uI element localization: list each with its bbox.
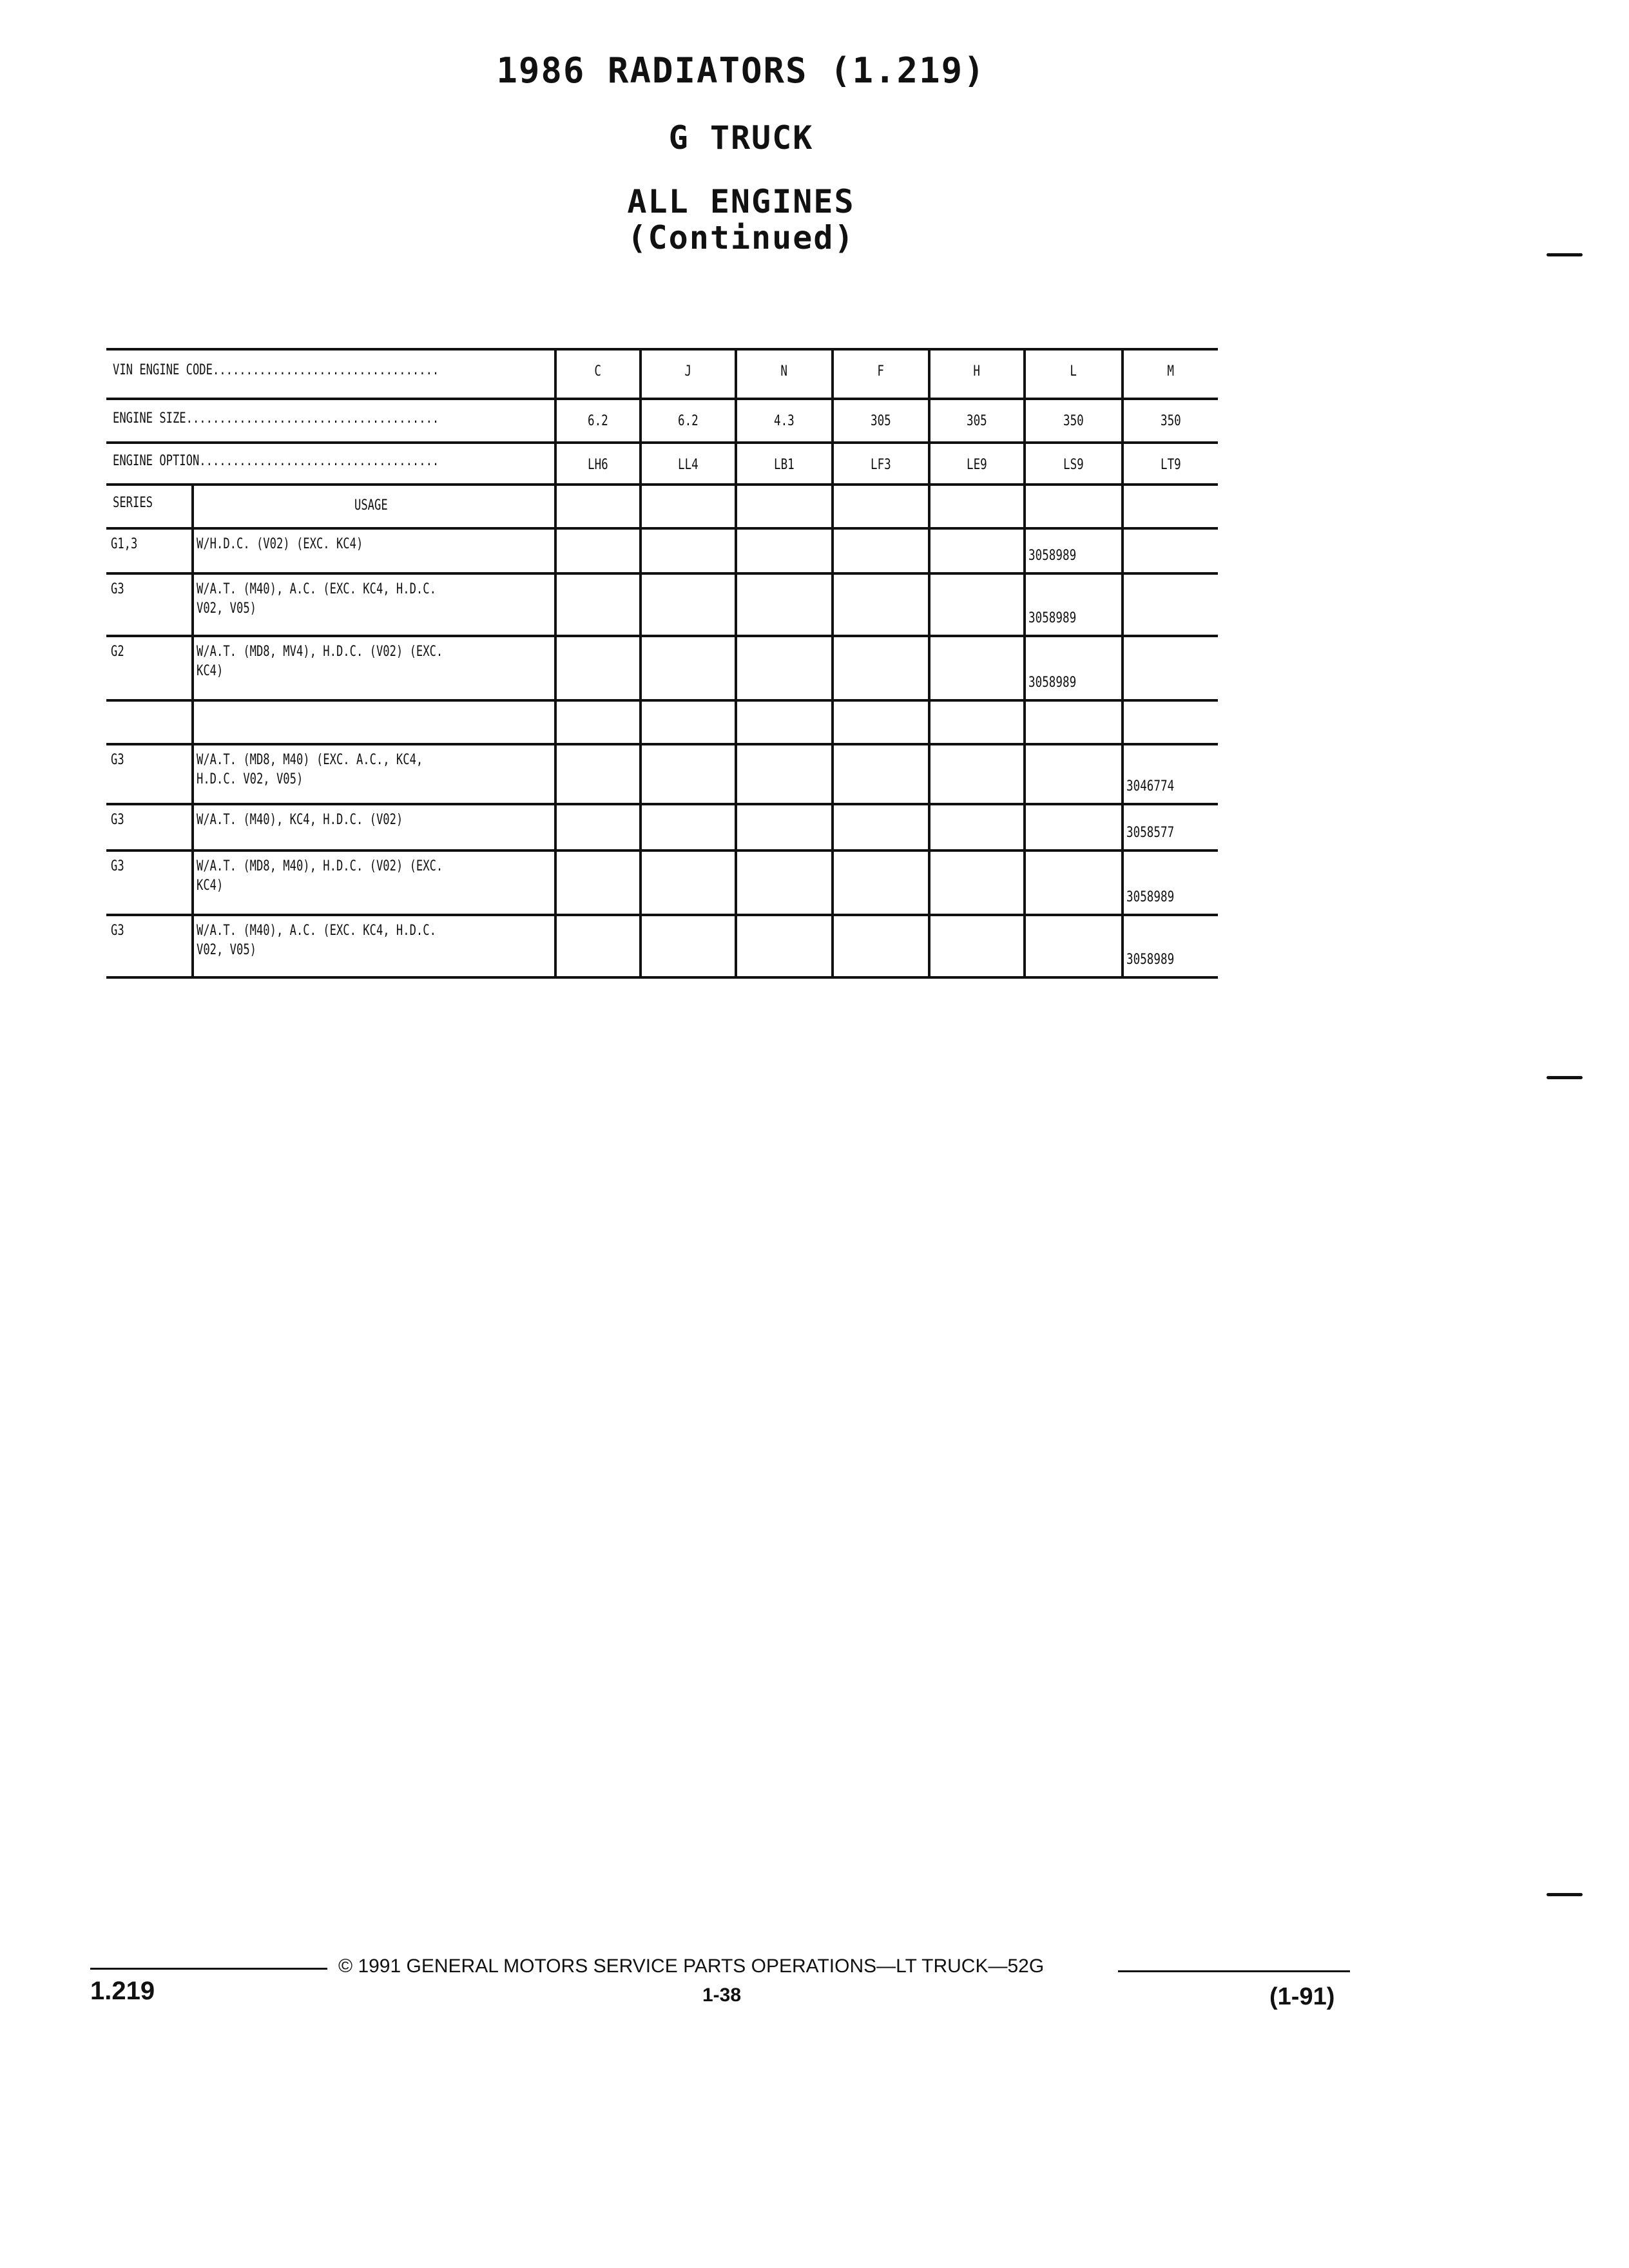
column-option-value: LH6 xyxy=(588,457,608,473)
part-number-M: 3058989 xyxy=(1126,889,1175,905)
table-rule xyxy=(106,635,1218,637)
usage-header: USAGE xyxy=(354,497,388,514)
usage-cell-line1: W/A.T. (MD8, MV4), H.D.C. (V02) (EXC. xyxy=(197,644,443,660)
usage-cell-line2: V02, V05) xyxy=(197,942,256,958)
margin-mark-top xyxy=(1547,253,1583,256)
footer-section-number: 1.219 xyxy=(90,1977,155,2005)
column-size xyxy=(642,412,735,431)
column-size xyxy=(1026,412,1121,431)
column-code xyxy=(1026,362,1121,381)
column-size-value: 4.3 xyxy=(774,413,795,429)
column-size xyxy=(1124,412,1218,431)
table-rule xyxy=(106,527,1218,530)
column-code-value: M xyxy=(1167,363,1175,380)
usage-cell-line1: W/H.D.C. (V02) (EXC. KC4) xyxy=(197,536,363,552)
footer-page-number: 1-38 xyxy=(702,1984,742,2006)
column-code xyxy=(930,362,1023,381)
column-option xyxy=(834,456,928,475)
series-cell: G1,3 xyxy=(111,536,138,552)
column-option-value: LB1 xyxy=(774,457,795,473)
section-title: ALL ENGINES xyxy=(627,183,855,220)
column-divider xyxy=(735,348,737,979)
page-title: 1986 RADIATORS (1.219) xyxy=(496,50,986,91)
footer-rule-right xyxy=(1118,1970,1350,1972)
series-header: SERIES xyxy=(113,495,153,511)
table-rule xyxy=(106,441,1218,444)
column-code xyxy=(737,362,831,381)
section-note: (Continued) xyxy=(627,219,855,256)
column-code-value: N xyxy=(780,363,788,380)
column-option xyxy=(642,456,735,475)
footer-date: (1-91) xyxy=(1269,1983,1335,2010)
column-divider xyxy=(1023,348,1026,979)
series-cell: G3 xyxy=(111,858,124,874)
column-option xyxy=(1026,456,1121,475)
column-size-value: 305 xyxy=(967,413,987,429)
column-option-value: LT9 xyxy=(1161,457,1181,473)
series-cell: G3 xyxy=(111,923,124,939)
column-code-value: H xyxy=(973,363,981,380)
column-divider xyxy=(639,348,642,979)
column-code-value: L xyxy=(1070,363,1077,380)
column-option xyxy=(1124,456,1218,475)
part-number-L: 3058989 xyxy=(1028,548,1077,564)
column-size-value: 350 xyxy=(1161,413,1181,429)
page-subtitle: G TRUCK xyxy=(668,119,814,157)
column-divider xyxy=(831,348,834,979)
table-rule xyxy=(106,572,1218,575)
column-code xyxy=(834,362,928,381)
column-code xyxy=(642,362,735,381)
table-rule xyxy=(106,348,1218,351)
usage-cell-line2: H.D.C. V02, V05) xyxy=(197,771,304,787)
column-option-value: LS9 xyxy=(1063,457,1084,473)
column-divider xyxy=(1121,348,1124,979)
margin-mark-middle xyxy=(1547,1076,1583,1079)
footer-rule-left xyxy=(90,1968,327,1970)
column-size xyxy=(930,412,1023,431)
column-divider xyxy=(928,348,930,979)
column-code-value: F xyxy=(877,363,885,380)
part-number-M: 3058989 xyxy=(1126,952,1175,968)
usage-cell-line2: KC4) xyxy=(197,663,224,679)
table-rule xyxy=(106,914,1218,916)
series-cell: G3 xyxy=(111,581,124,597)
margin-mark-bottom xyxy=(1547,1893,1583,1896)
table-rule xyxy=(106,483,1218,486)
column-option xyxy=(930,456,1023,475)
column-divider xyxy=(554,348,557,979)
table-rule xyxy=(106,803,1218,805)
usage-cell-line1: W/A.T. (M40), KC4, H.D.C. (V02) xyxy=(197,812,403,828)
column-code xyxy=(557,362,639,381)
section-heading xyxy=(0,184,1482,256)
table-rule xyxy=(106,849,1218,852)
column-size-value: 305 xyxy=(871,413,891,429)
usage-cell-line1: W/A.T. (MD8, M40), H.D.C. (V02) (EXC. xyxy=(197,858,443,874)
vin-engine-code-label: VIN ENGINE CODE.................................. xyxy=(113,362,439,378)
column-size xyxy=(557,412,639,431)
column-size-value: 6.2 xyxy=(588,413,608,429)
column-code-value: C xyxy=(594,363,602,380)
column-option xyxy=(557,456,639,475)
usage-cell-line1: W/A.T. (M40), A.C. (EXC. KC4, H.D.C. xyxy=(197,581,436,597)
column-option-value: LF3 xyxy=(871,457,891,473)
usage-cell-line1: W/A.T. (MD8, M40) (EXC. A.C., KC4, xyxy=(197,752,423,768)
usage-cell-line2: V02, V05) xyxy=(197,601,256,617)
part-number-M: 3046774 xyxy=(1126,778,1175,794)
column-code xyxy=(1124,362,1218,381)
series-usage-divider xyxy=(191,483,194,979)
column-option xyxy=(737,456,831,475)
engine-option-label: ENGINE OPTION.................................... xyxy=(113,453,439,469)
part-number-L: 3058989 xyxy=(1028,610,1077,626)
part-number-L: 3058989 xyxy=(1028,675,1077,691)
engine-size-label: ENGINE SIZE...................................... xyxy=(113,410,439,427)
series-cell: G3 xyxy=(111,752,124,768)
column-option-value: LE9 xyxy=(967,457,987,473)
usage-cell-line2: KC4) xyxy=(197,878,224,894)
column-size xyxy=(737,412,831,431)
part-number-M: 3058577 xyxy=(1126,825,1175,841)
column-code-value: J xyxy=(684,363,692,380)
column-size-value: 6.2 xyxy=(678,413,699,429)
series-cell: G3 xyxy=(111,812,124,828)
table-rule xyxy=(106,398,1218,400)
column-size-value: 350 xyxy=(1063,413,1084,429)
usage-cell-line1: W/A.T. (M40), A.C. (EXC. KC4, H.D.C. xyxy=(197,923,436,939)
footer-copyright: © 1991 GENERAL MOTORS SERVICE PARTS OPERATIONS—LT TRUCK—52G xyxy=(338,1956,1045,1977)
table-rule xyxy=(106,743,1218,745)
series-cell: G2 xyxy=(111,644,124,660)
column-option-value: LL4 xyxy=(678,457,699,473)
table-rule xyxy=(106,976,1218,979)
table-rule xyxy=(106,699,1218,702)
column-size xyxy=(834,412,928,431)
